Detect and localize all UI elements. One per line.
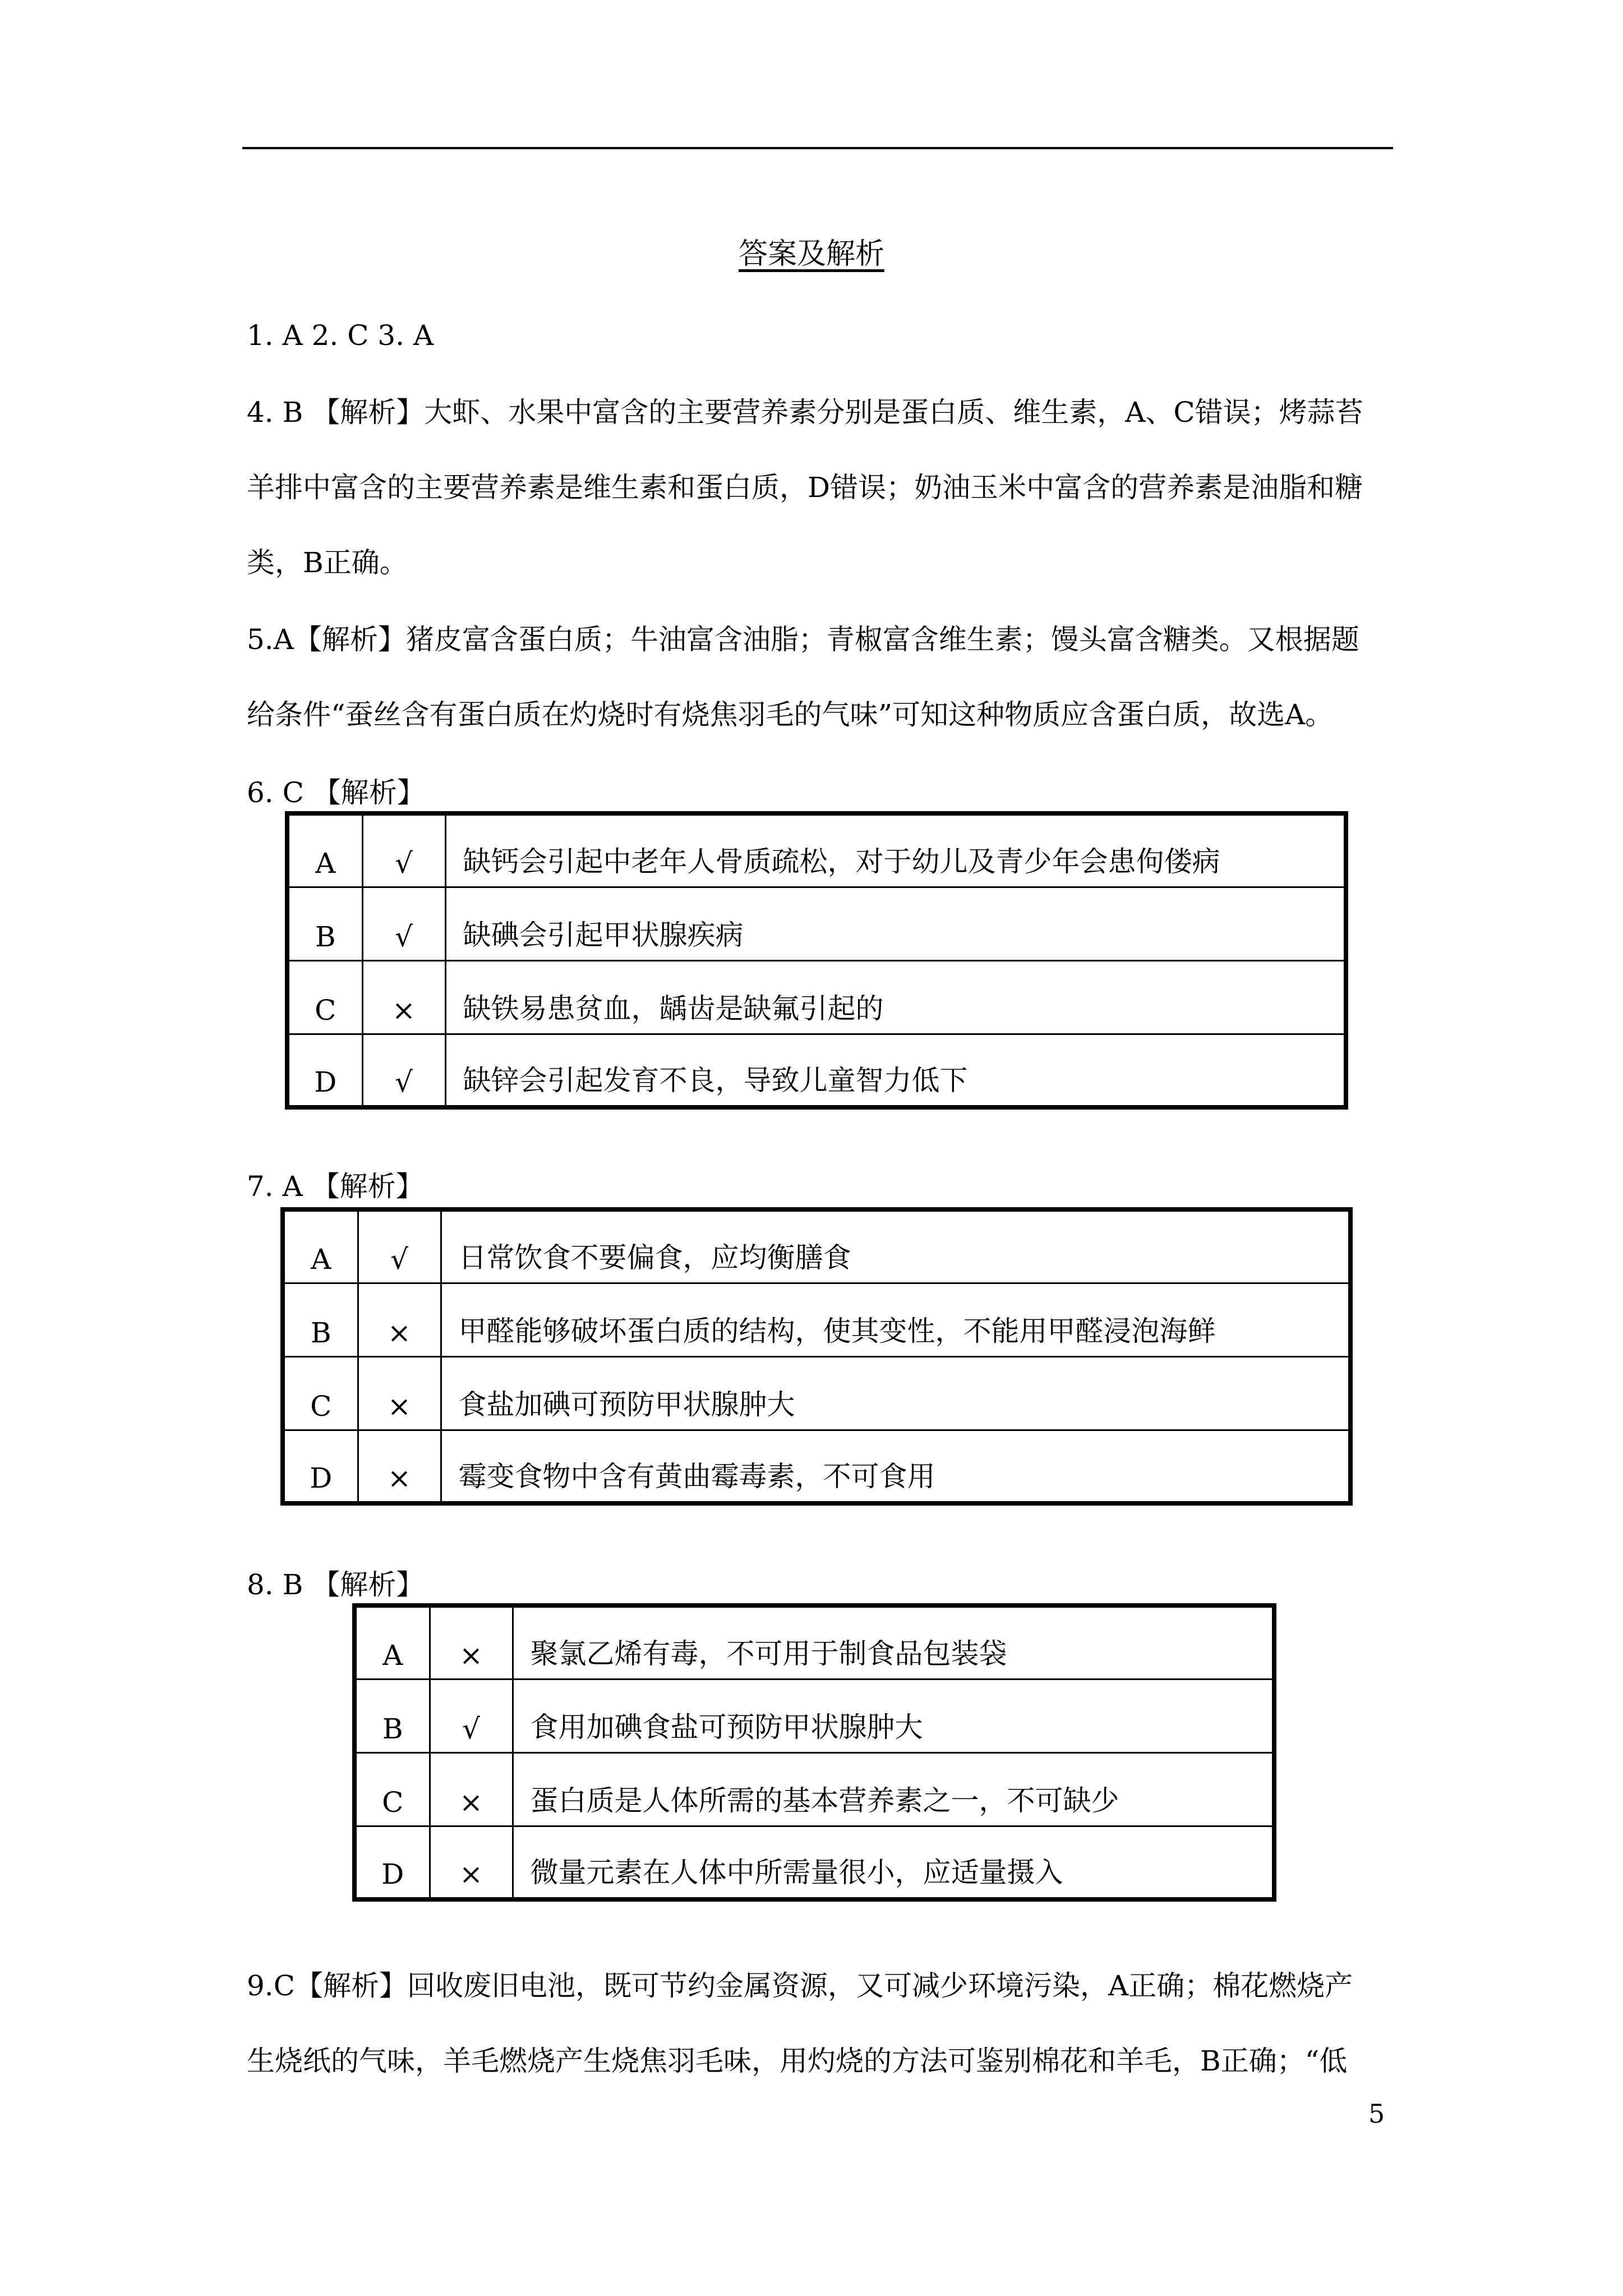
table-row (283, 1430, 1350, 1503)
explanation-cell: 缺钙会引起中老年人骨质疏松，对于幼儿及青少年会患佝偻病 (445, 813, 1346, 887)
answer-4-line-3: 类，B正确。 (247, 546, 408, 579)
table-row (283, 1283, 1350, 1356)
explanation-cell: 聚氯乙烯有毒，不可用于制食品包装袋 (513, 1605, 1274, 1679)
table-row (354, 1679, 1274, 1752)
explanation-cell: 缺碘会引起甲状腺疾病 (445, 887, 1346, 960)
judgement-cell: × (430, 1752, 513, 1826)
table-q6 (285, 811, 1348, 1110)
table-q7 (280, 1207, 1353, 1506)
option-cell: A (283, 1209, 358, 1283)
judgement-cell: × (358, 1356, 441, 1430)
page-number: 5 (1368, 2099, 1385, 2129)
judgement-cell: √ (358, 1209, 441, 1283)
table-row (354, 1605, 1274, 1679)
option-cell: A (354, 1605, 430, 1679)
explanation-cell: 缺锌会引起发育不良，导致儿童智力低下 (445, 1034, 1346, 1107)
answer-8-heading: 8. B 【解析】 (247, 1568, 425, 1601)
judgement-cell: × (358, 1283, 441, 1356)
option-cell: C (283, 1356, 358, 1430)
table-row (287, 887, 1346, 960)
explanation-cell: 甲醛能够破坏蛋白质的结构，使其变性，不能用甲醛浸泡海鲜 (441, 1283, 1350, 1356)
option-cell: D (283, 1430, 358, 1503)
answer-4-line-1: 4. B 【解析】大虾、水果中富含的主要营养素分别是蛋白质、维生素，A、C错误；烤蒜苔 (247, 396, 1363, 429)
option-cell: A (287, 813, 362, 887)
table-q8 (352, 1603, 1276, 1902)
judgement-cell: × (430, 1826, 513, 1899)
answer-9-line-1: 9.C【解析】回收废旧电池，既可节约金属资源，又可减少环境污染，A正确；棉花燃烧产 (247, 1970, 1353, 2002)
explanation-cell: 微量元素在人体中所需量很小，应适量摄入 (513, 1826, 1274, 1899)
page-title: 答案及解析 (738, 237, 884, 271)
table-row (354, 1826, 1274, 1899)
table-row (287, 960, 1346, 1034)
judgement-cell: √ (362, 1034, 445, 1107)
header-rule (242, 147, 1393, 149)
explanation-cell: 日常饮食不要偏食，应均衡膳食 (441, 1209, 1350, 1283)
answer-5-line-2: 给条件“蚕丝含有蛋白质在灼烧时有烧焦羽毛的气味”可知这种物质应含蛋白质，故选A。 (247, 698, 1334, 731)
judgement-cell: √ (362, 887, 445, 960)
judgement-cell: × (358, 1430, 441, 1503)
table-row (283, 1209, 1350, 1283)
explanation-cell: 蛋白质是人体所需的基本营养素之一，不可缺少 (513, 1752, 1274, 1826)
option-cell: D (354, 1826, 430, 1899)
answer-5-line-1: 5.A【解析】猪皮富含蛋白质；牛油富含油脂；青椒富含维生素；馒头富含糖类。又根据题 (247, 623, 1359, 656)
table-row (283, 1356, 1350, 1430)
table-row (287, 813, 1346, 887)
option-cell: B (287, 887, 362, 960)
option-cell: C (287, 960, 362, 1034)
answer-9-line-2: 生烧纸的气味，羊毛燃烧产生烧焦羽毛味，用灼烧的方法可鉴别棉花和羊毛，B正确；“低 (247, 2045, 1348, 2077)
answer-7-heading: 7. A 【解析】 (247, 1170, 424, 1203)
option-cell: C (354, 1752, 430, 1826)
answer-6-heading: 6. C 【解析】 (247, 776, 425, 809)
explanation-cell: 食盐加碘可预防甲状腺肿大 (441, 1356, 1350, 1430)
option-cell: D (287, 1034, 362, 1107)
option-cell: B (283, 1283, 358, 1356)
explanation-cell: 霉变食物中含有黄曲霉毒素，不可食用 (441, 1430, 1350, 1503)
answers-1-3: 1. A 2. C 3. A (247, 319, 434, 352)
explanation-cell: 食用加碘食盐可预防甲状腺肿大 (513, 1679, 1274, 1752)
option-cell: B (354, 1679, 430, 1752)
answer-4-line-2: 羊排中富含的主要营养素是维生素和蛋白质，D错误；奶油玉米中富含的营养素是油脂和糖 (247, 471, 1363, 504)
explanation-cell: 缺铁易患贫血，龋齿是缺氟引起的 (445, 960, 1346, 1034)
table-row (287, 1034, 1346, 1107)
judgement-cell: √ (430, 1679, 513, 1752)
judgement-cell: × (362, 960, 445, 1034)
judgement-cell: √ (362, 813, 445, 887)
table-row (354, 1752, 1274, 1826)
judgement-cell: × (430, 1605, 513, 1679)
